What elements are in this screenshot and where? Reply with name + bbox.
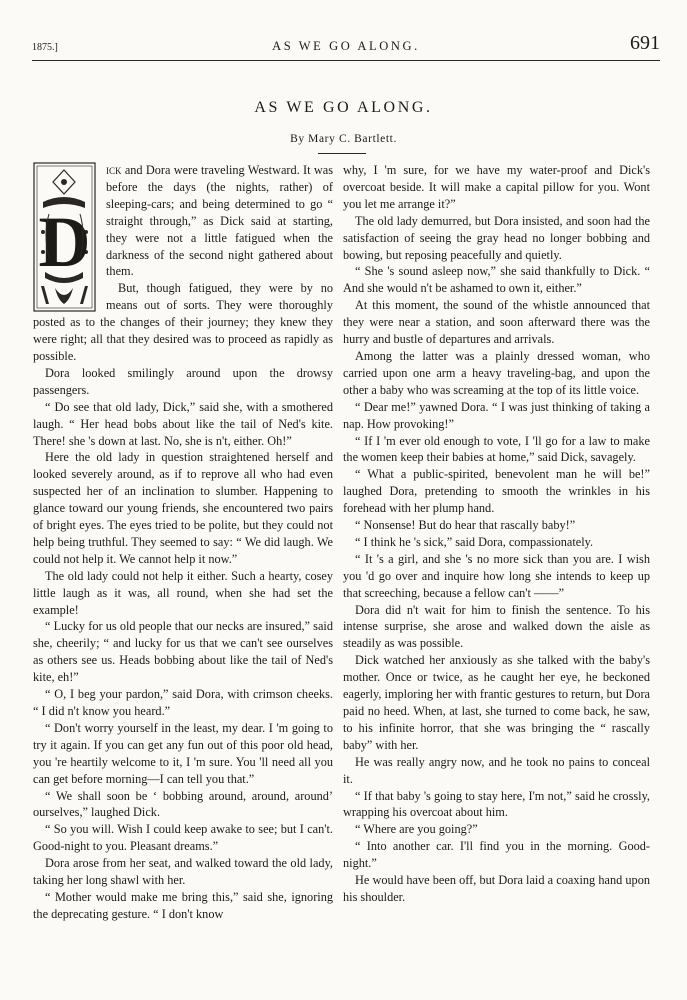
intro-text: and Dora were traveling Westward. It was before the days (the nights, rather) of sleeping-cars; and being determined to go “ straight through,” as Dick said at starting, they were not a little fatigued when the darkness of the second night gathered about them.	[106, 163, 333, 279]
paragraph: Dora looked smilingly around upon the drowsy passengers.	[33, 365, 333, 397]
paragraph: “ If I 'm ever old enough to vote, I 'll go for a law to make the women keep their babies at home,” said Dick, savagely.	[343, 433, 650, 465]
paragraph: He would have been off, but Dora laid a coaxing hand upon his shoulder.	[343, 873, 650, 904]
paragraph: At this moment, the sound of the whistle announced that they were near a station, and soon afterward there was the hurry and bustle of departures and arrivals.	[343, 298, 650, 347]
paragraph: He was really angry now, and he took no pains to conceal it.	[343, 754, 650, 786]
paragraph: why, I 'm sure, for we have my water-proof and Dick's overcoat beside. It will make a capital pillow for you. Wont you let me arrange it?”	[343, 163, 650, 211]
paragraph: But, though fatigued, they were by no means out of sorts. They were thoroughly posted as to the changes of their journey; they knew they were right; all that they desired was to proceed as rapidly as possible.	[33, 281, 333, 363]
paragraph: “ Mother would make me bring this,” said she, ignoring the deprecating gesture. “ I don't know	[33, 889, 333, 921]
left-column	[33, 162, 333, 923]
paragraph: “ Don't worry yourself in the least, my dear. I 'm going to try it again. If you can get any fun out of this poor old head, you 're heartily welcome to it, I 'm sure. You 'll need all you can get before morning—I can tell you that.”	[33, 720, 333, 786]
running-header	[32, 34, 660, 58]
paragraph: Here the old lady in question straightened herself and looked severely around, as if to reprove all who had even suspected her of an inclination to slumber. Happening to glance toward our young friends, she encountered two pairs of bright eyes. The eyes tried to be polite, but they could not help being truthful. They seemed to say: “ We did laugh. We could not help it. We cannot help it now.”	[33, 450, 333, 566]
paragraph: “ If that baby 's going to stay here, I'm not,” said he crossly, wrapping his overcoat about him.	[343, 788, 650, 820]
paragraph: “ Lucky for us old people that our necks are insured,” said she, cheerily; “ and lucky for us that we can't see ourselves as others see us. Heads bobbing about like the tail of Ned's kite, eh!”	[33, 619, 333, 685]
right-column	[343, 162, 650, 906]
ornamental-drop-cap	[33, 162, 96, 312]
paragraph: “ Into another car. I'll find you in the morning. Good-night.”	[343, 839, 650, 871]
title-divider	[318, 153, 366, 154]
page-number: 691	[630, 32, 660, 54]
drop-cap-letter: D	[38, 202, 91, 282]
paragraph: “ It 's a girl, and she 's no more sick than you are. I wish you 'd go over and inquire how long she intends to keep up that screeching, because a fellow can't ——”	[343, 551, 650, 600]
paragraph: Among the latter was a plainly dressed woman, who carried upon one arm a heavy traveling-bag, and upon the other a baby who was screaming at the top of its little voice.	[343, 348, 650, 397]
byline: By Mary C. Bartlett.	[290, 133, 397, 145]
paragraph: “ We shall soon be ‘ bobbing around, around, around’ ourselves,” laughed Dick.	[33, 788, 333, 820]
paragraph: The old lady could not help it either. Such a hearty, cosey little laugh as it was, all round, when she had set the example!	[33, 568, 333, 617]
paragraph: The old lady demurred, but Dora insisted, and soon had the satisfaction of seeing the gray head no longer bobbing and bowing, but reposing peacefully and quietly.	[343, 213, 650, 262]
paragraph: Dick watched her anxiously as she talked with the baby's mother. Once or twice, as he caught her eye, he beckoned eagerly, imploring her with frantic gestures to return, but Dora paid no heed. When, at last, she turned to come back, he saw, to his infinite horror, that she was bringing the “ rascally baby” with her.	[343, 653, 650, 752]
paragraph: “ O, I beg your pardon,” said Dora, with crimson cheeks. “ I did n't know you heard.”	[33, 687, 333, 718]
intro-paragraph	[33, 162, 333, 280]
paragraph: “ Where are you going?”	[355, 822, 478, 837]
paragraph: “ She 's sound asleep now,” she said thankfully to Dick. “ And she would n't be ashamed to own it, either.”	[343, 264, 650, 296]
issue-year: 1875.]	[32, 42, 58, 53]
intro-lead-word: ick	[106, 163, 122, 177]
paragraph: Dora arose from her seat, and walked toward the old lady, taking her long shawl with her.	[33, 856, 333, 888]
paragraph: “ Nonsense! But do hear that rascally baby!”	[355, 518, 576, 533]
header-rule	[32, 60, 660, 61]
paragraph: “ What a public-spirited, benevolent man he will be!” laughed Dora, pretending to smooth the wrinkles in his forehead with her plump hand.	[343, 467, 650, 516]
paragraph: “ So you will. Wish I could keep awake to see; but I can't. Good-night to you. Pleasant dreams.”	[33, 822, 333, 854]
paragraph: Dora did n't wait for him to finish the sentence. To his intense surprise, she arose and walked down the aisle as steadily as was possible.	[343, 602, 650, 651]
paragraph: “ Dear me!” yawned Dora. “ I was just thinking of taking a nap. How provoking!”	[343, 399, 650, 431]
paragraph: “ Do see that old lady, Dick,” said she, with a smothered laugh. “ Her head bobs about like the tail of Ned's kite. There! she 's down at last. No, she is n't, either. Oh!”	[33, 399, 333, 448]
paragraph: “ I think he 's sick,” said Dora, compassionately.	[355, 534, 594, 549]
running-title: AS WE GO ALONG.	[272, 39, 420, 53]
article-title: AS WE GO ALONG.	[254, 99, 433, 116]
